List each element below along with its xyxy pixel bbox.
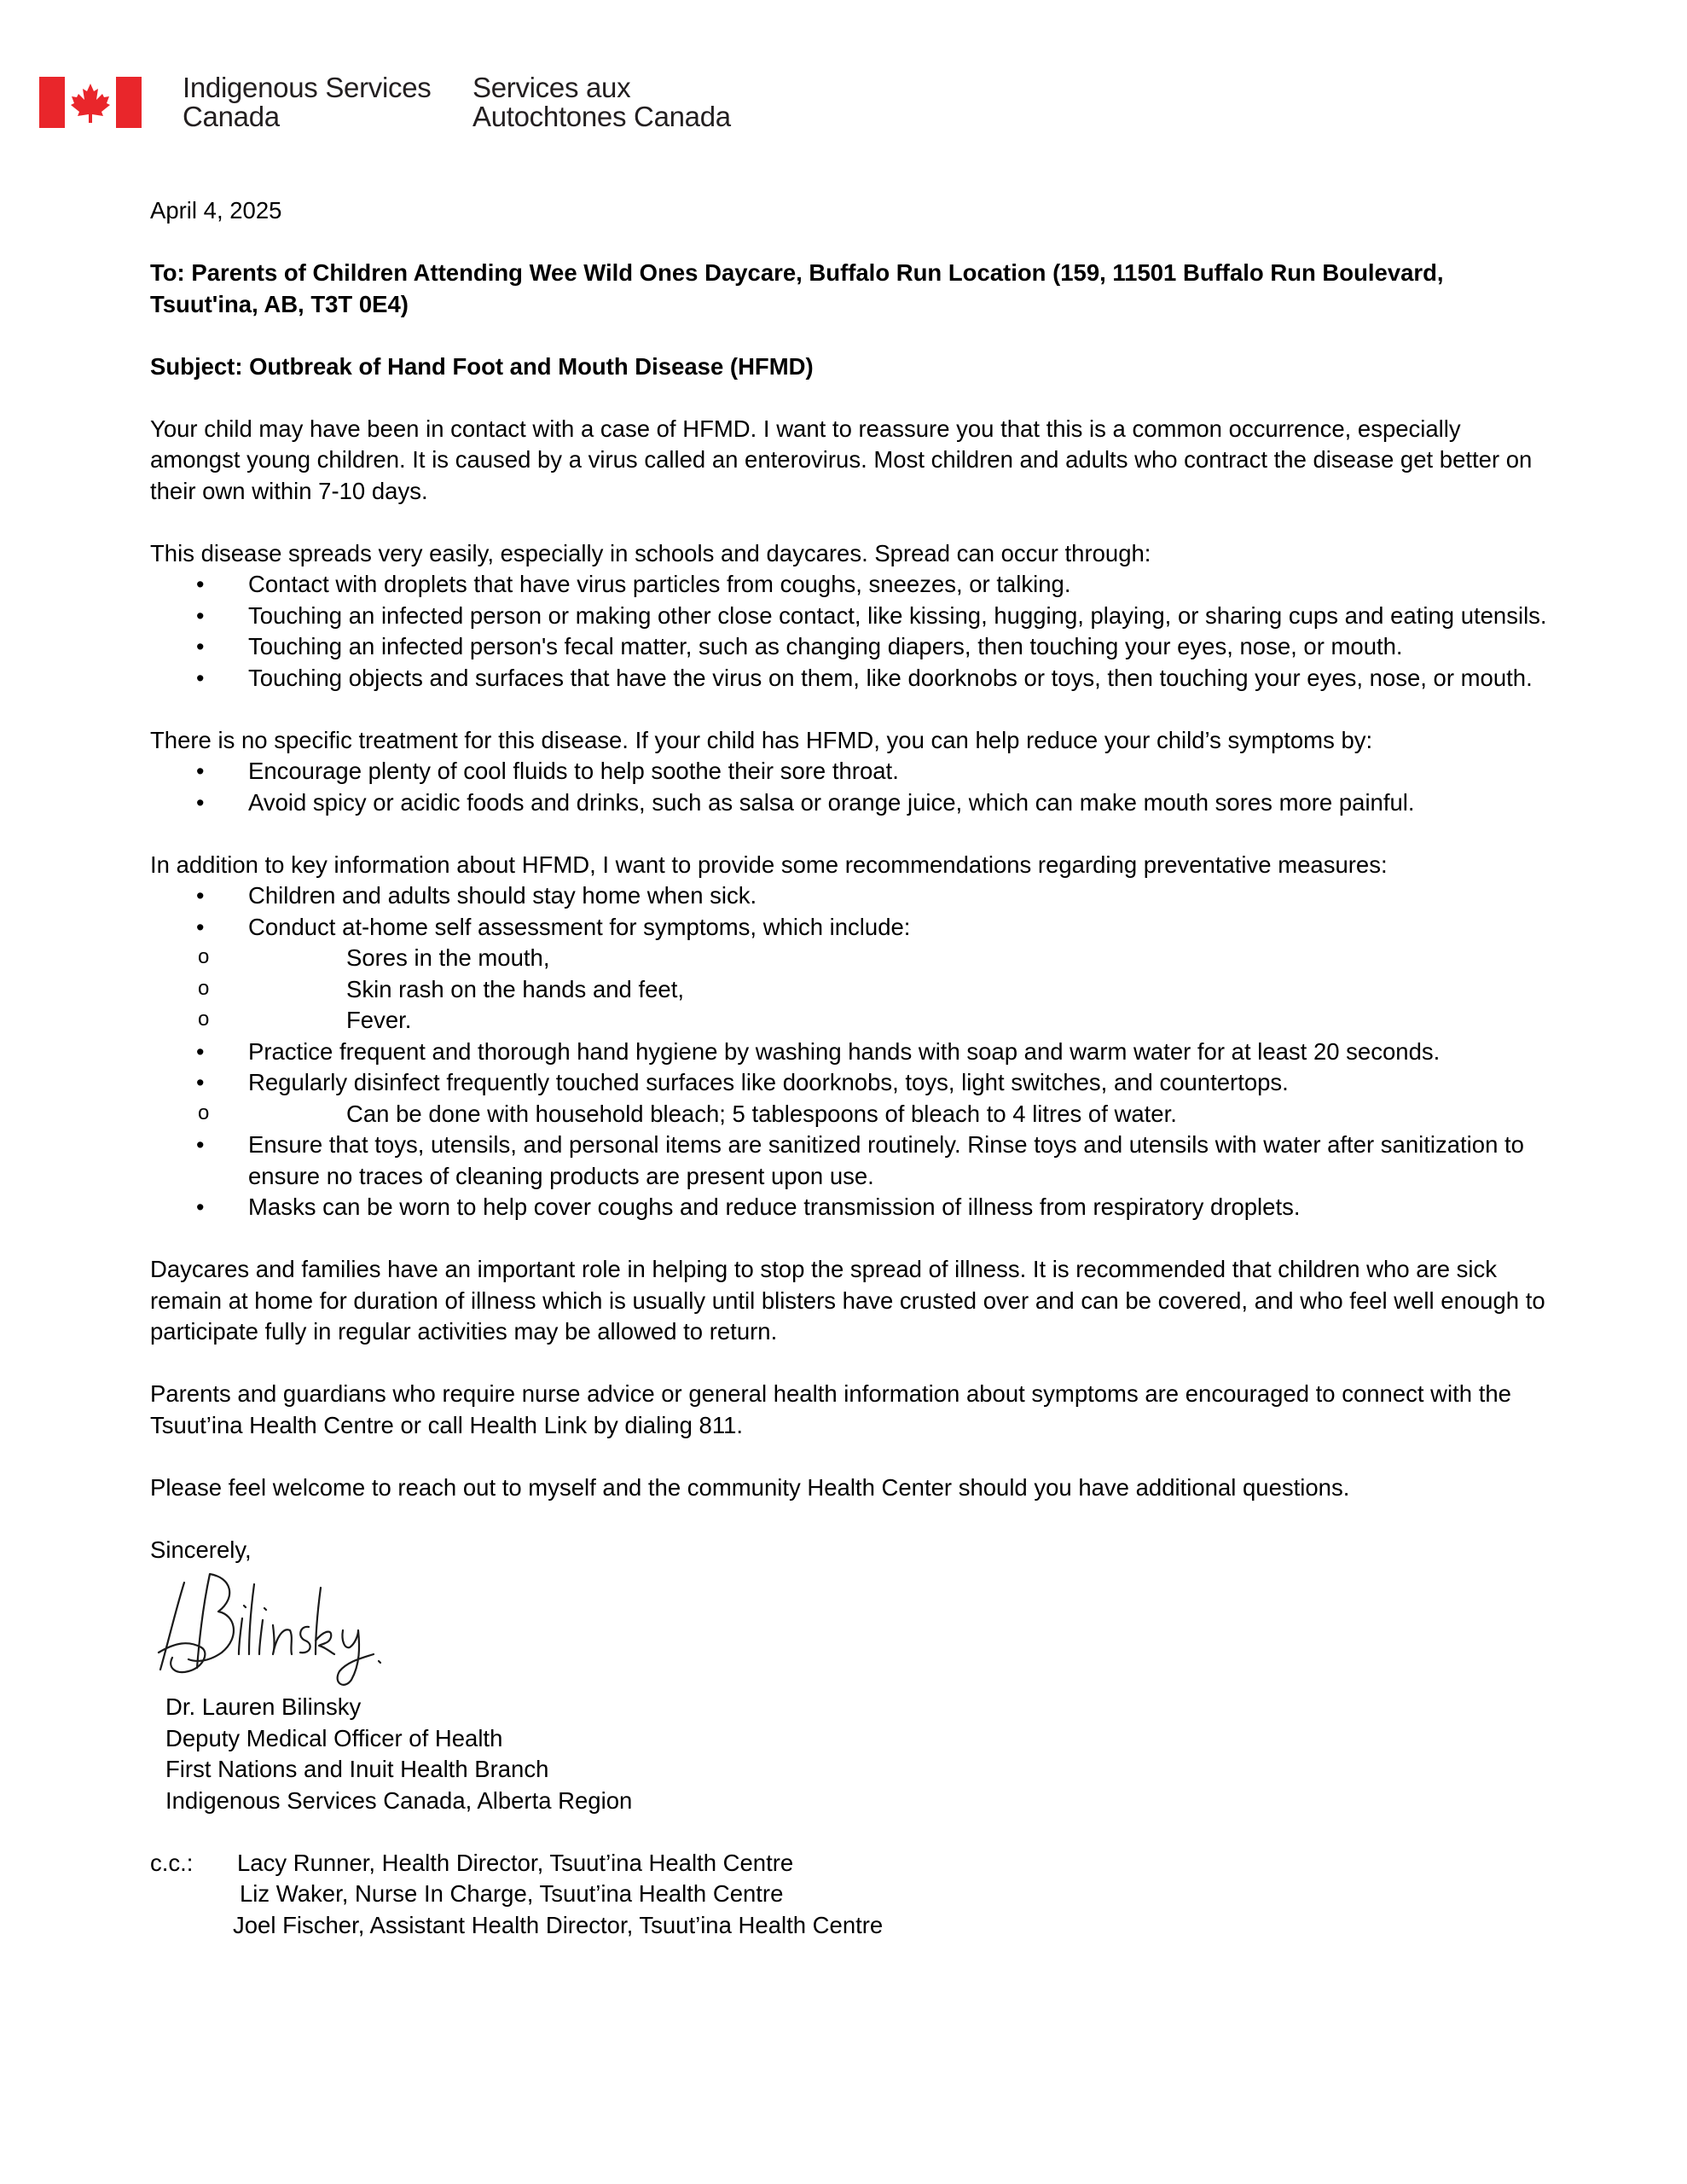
list-item: • Touching an infected person or making other close contact, like kissing, hugging, playing, or sharing cups and eating utensils. [150, 601, 1549, 632]
canada-flag-icon [39, 77, 142, 128]
closing: Sincerely, [150, 1536, 252, 1563]
sublist-item: o Sores in the mouth, [150, 943, 1549, 974]
list-item: • Practice frequent and thorough hand hygiene by washing hands with soap and warm water for at least 20 seconds. [150, 1037, 1549, 1068]
list-item: • Encourage plenty of cool fluids to help soothe their sore throat. [150, 756, 1549, 787]
cc-block [150, 1848, 1549, 1942]
letter-subject: Subject: Outbreak of Hand Foot and Mouth Disease (HFMD) [150, 352, 814, 380]
signature-area [150, 1565, 1549, 1692]
cc-list [150, 1848, 1549, 1942]
list-item: • Masks can be worn to help cover coughs and reduce transmission of illness from respiratory droplets. [150, 1192, 1549, 1223]
list-item [150, 912, 1549, 1037]
handwritten-signature [150, 1559, 406, 1687]
department-name-french: Services aux Autochtones Canada [472, 72, 731, 132]
cc-recipient: Joel Fischer, Assistant Health Director, Tsuut’ina Health Centre [233, 1911, 884, 1938]
prevention-list [150, 880, 1549, 1223]
spread-intro: This disease spreads very easily, especially in schools and daycares. Spread can occur through: [150, 539, 1151, 566]
list-item: • Touching an infected person's fecal matter, such as changing diapers, then touching your eyes, nose, or mouth. [150, 631, 1549, 663]
department-name-english: Indigenous Services Canada [183, 72, 432, 132]
list-item: • Contact with droplets that have virus particles from coughs, sneezes, or talking. [150, 569, 1549, 601]
list-item-text: Regularly disinfect frequently touched surfaces like doorknobs, toys, light switches, and countertops. [248, 1069, 1289, 1095]
treatment-intro: There is no specific treatment for this disease. If your child has HFMD, you can help reduce your child’s symptoms by: [150, 726, 1373, 753]
cc-recipient: Lacy Runner, Health Director, Tsuut’ina Health Centre [237, 1849, 794, 1876]
advice-paragraph: Parents and guardians who require nurse advice or general health information about symptoms are encouraged to connect with the Tsuut’ina Health Centre or call Health Link by dialing 811. [150, 1380, 1511, 1438]
sublist-item: o Skin rash on the hands and feet, [150, 974, 1549, 1006]
prevention-intro: In addition to key information about HFMD, I want to provide some recommendations regarding preventative measures: [150, 851, 1388, 878]
sublist-item: o Can be done with household bleach; 5 tablespoons of bleach to 4 litres of water. [150, 1099, 1549, 1130]
signer-title: Deputy Medical Officer of Health [165, 1724, 503, 1751]
list-item: • Avoid spicy or acidic foods and drinks, such as salsa or orange juice, which can make mouth sores more painful. [150, 787, 1549, 819]
cc-recipient: Liz Waker, Nurse In Charge, Tsuut’ina Health Centre [240, 1880, 784, 1907]
sublist-item: o Fever. [150, 1005, 1549, 1037]
intro-paragraph: Your child may have been in contact with a case of HFMD. I want to reassure you that this is a common occurrence, especially amongst young children. It is caused by a virus called an enterovirus. Most children and adults who contract the disease get better on their own within 7-10 days. [150, 415, 1533, 504]
treatment-list [150, 756, 1549, 818]
letterhead [39, 73, 807, 135]
letter-body [150, 195, 1549, 1941]
contact-paragraph: Please feel welcome to reach out to myself and the community Health Center should you have additional questions. [150, 1473, 1350, 1501]
list-item [150, 1067, 1549, 1130]
symptom-sublist [150, 943, 1549, 1037]
spread-list [150, 569, 1549, 694]
daycare-paragraph: Daycares and families have an important role in helping to stop the spread of illness. It is recommended that children who are sick remain at home for duration of illness which is usually until blisters have crusted over and can be covered, and who feel well enough to participate fully in regular activities may be allowed to return. [150, 1256, 1545, 1345]
signer-branch: First Nations and Inuit Health Branch [165, 1756, 549, 1782]
list-item: • Children and adults should stay home when sick. [150, 880, 1549, 912]
signer-organization: Indigenous Services Canada, Alberta Region [165, 1786, 633, 1814]
signer-name: Dr. Lauren Bilinsky [165, 1693, 362, 1720]
list-item-text: Conduct at-home self assessment for symptoms, which include: [248, 913, 911, 940]
signer-block [165, 1692, 1549, 1816]
letter-date: April 4, 2025 [150, 197, 282, 224]
letter-recipient: To: Parents of Children Attending Wee Wild Ones Daycare, Buffalo Run Location (159, 11501 Buffalo Run Boulevard, Tsuut'ina, AB, T3T 0E4) [150, 259, 1444, 317]
bleach-sublist [150, 1099, 1549, 1130]
cc-label: c.c.: [150, 1849, 194, 1876]
list-item: • Touching objects and surfaces that have the virus on them, like doorknobs or toys, then touching your eyes, nose, or mouth. [150, 663, 1549, 694]
list-item: • Ensure that toys, utensils, and personal items are sanitized routinely. Rinse toys and utensils with water after sanitization to ensure no traces of cleaning products are present upon use. [150, 1130, 1549, 1192]
